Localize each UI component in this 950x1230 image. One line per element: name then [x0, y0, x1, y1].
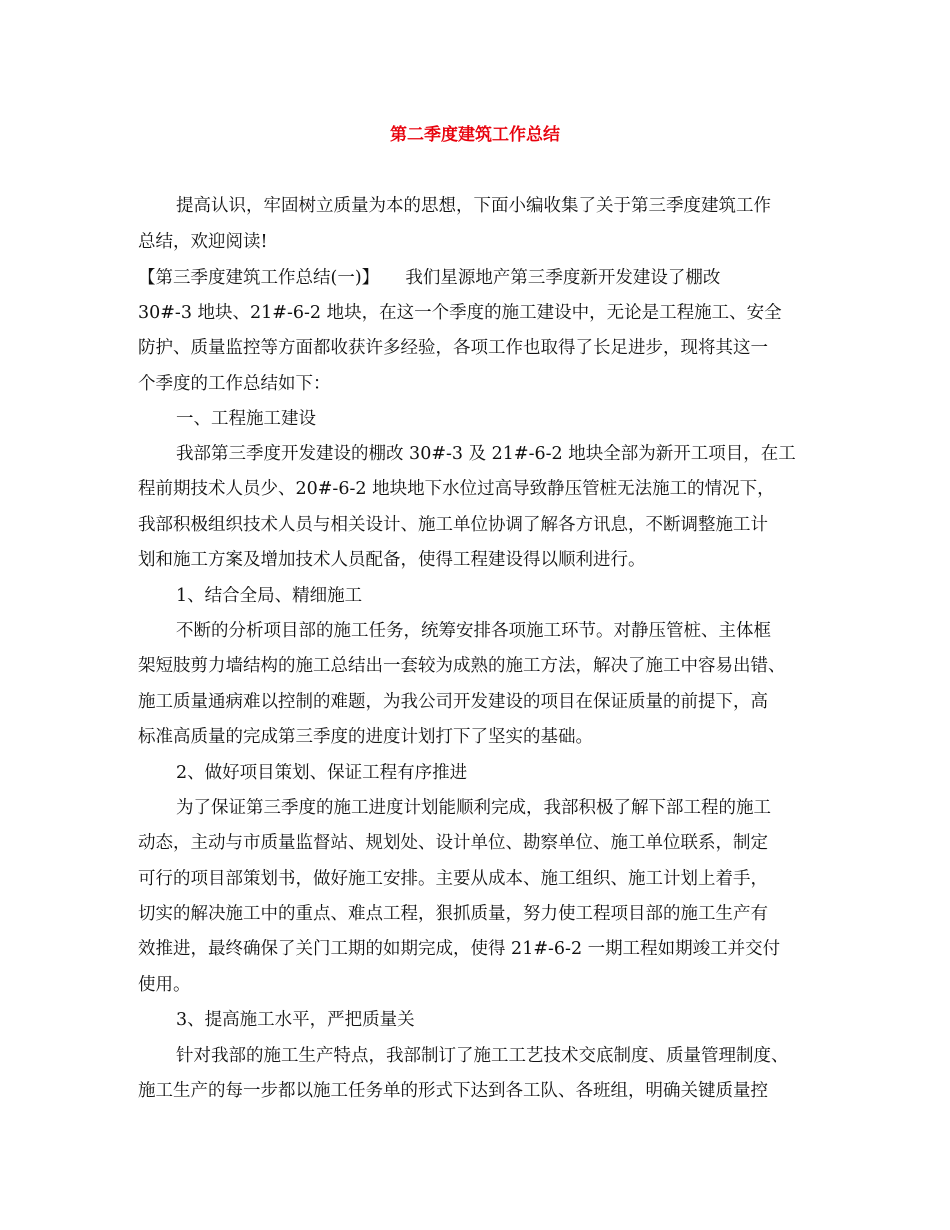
- paragraph-line: 动态，主动与市质量监督站、规划处、设计单位、勘察单位、施工单位联系，制定: [138, 833, 768, 853]
- paragraph-line: 针对我部的施工生产特点，我部制订了施工工艺技术交底制度、质量管理制度、: [176, 1046, 789, 1066]
- paragraph-line: 切实的解决施工中的重点、难点工程，狠抓质量，努力使工程项目部的施工生产有: [138, 904, 768, 924]
- paragraph-line: 个季度的工作总结如下：: [138, 374, 331, 394]
- paragraph-line: 防护、质量监控等方面都收获许多经验，各项工作也取得了长足进步，现将其这一: [138, 338, 768, 358]
- section-heading: 1、结合全局、精细施工: [176, 586, 363, 606]
- section-heading: 3、提高施工水平，严把质量关: [176, 1010, 415, 1030]
- paragraph-line: 提高认识，牢固树立质量为本的思想，下面小编收集了关于第三季度建筑工作: [176, 196, 771, 216]
- section-heading: 一、工程施工建设: [176, 409, 316, 429]
- paragraph-line: 使用。: [138, 975, 191, 995]
- paragraph-line: 不断的分析项目部的施工任务，统筹安排各项施工环节。对静压管桩、主体框: [176, 621, 771, 641]
- paragraph-line: 施工质量通病难以控制的难题，为我公司开发建设的项目在保证质量的前提下，高: [138, 692, 768, 712]
- paragraph-line: 效推进，最终确保了关门工期的如期完成，使得 21#-6-2 一期工程如期竣工并交付: [138, 939, 781, 959]
- paragraph-line: 我部积极组织技术人员与相关设计、施工单位协调了解各方讯息，不断调整施工计: [138, 515, 768, 535]
- paragraph-line: 可行的项目部策划书，做好施工安排。主要从成本、施工组织、施工计划上着手，: [138, 869, 768, 889]
- document-title: 第二季度建筑工作总结: [390, 125, 560, 145]
- paragraph-line: 程前期技术人员少、20#-6-2 地块地下水位过高导致静压管桩无法施工的情况下，: [138, 479, 775, 499]
- paragraph-line: 30#-3 地块、21#-6-2 地块，在这一个季度的施工建设中，无论是工程施工、安全: [138, 303, 782, 323]
- paragraph-line: 我部第三季度开发建设的棚改 30#-3 及 21#-6-2 地块全部为新开工项目，在工: [176, 444, 796, 464]
- paragraph-line: 划和施工方案及增加技术人员配备，使得工程建设得以顺利进行。: [138, 550, 646, 570]
- paragraph-line: 为了保证第三季度的施工进度计划能顺利完成，我部积极了解下部工程的施工: [176, 798, 771, 818]
- paragraph-line: 施工生产的每一步都以施工任务单的形式下达到各工队、各班组，明确关键质量控: [138, 1081, 768, 1101]
- paragraph-line: 架短肢剪力墙结构的施工总结出一套较为成熟的施工方法，解决了施工中容易出错、: [138, 656, 786, 676]
- section-heading: 2、做好项目策划、保证工程有序推进: [176, 763, 468, 783]
- paragraph-line: 标准高质量的完成第三季度的进度计划打下了坚实的基础。: [138, 727, 593, 747]
- paragraph-line: 总结，欢迎阅读!: [138, 232, 268, 252]
- paragraph-line: 【第三季度建筑工作总结(一)】 我们星源地产第三季度新开发建设了棚改: [138, 268, 721, 288]
